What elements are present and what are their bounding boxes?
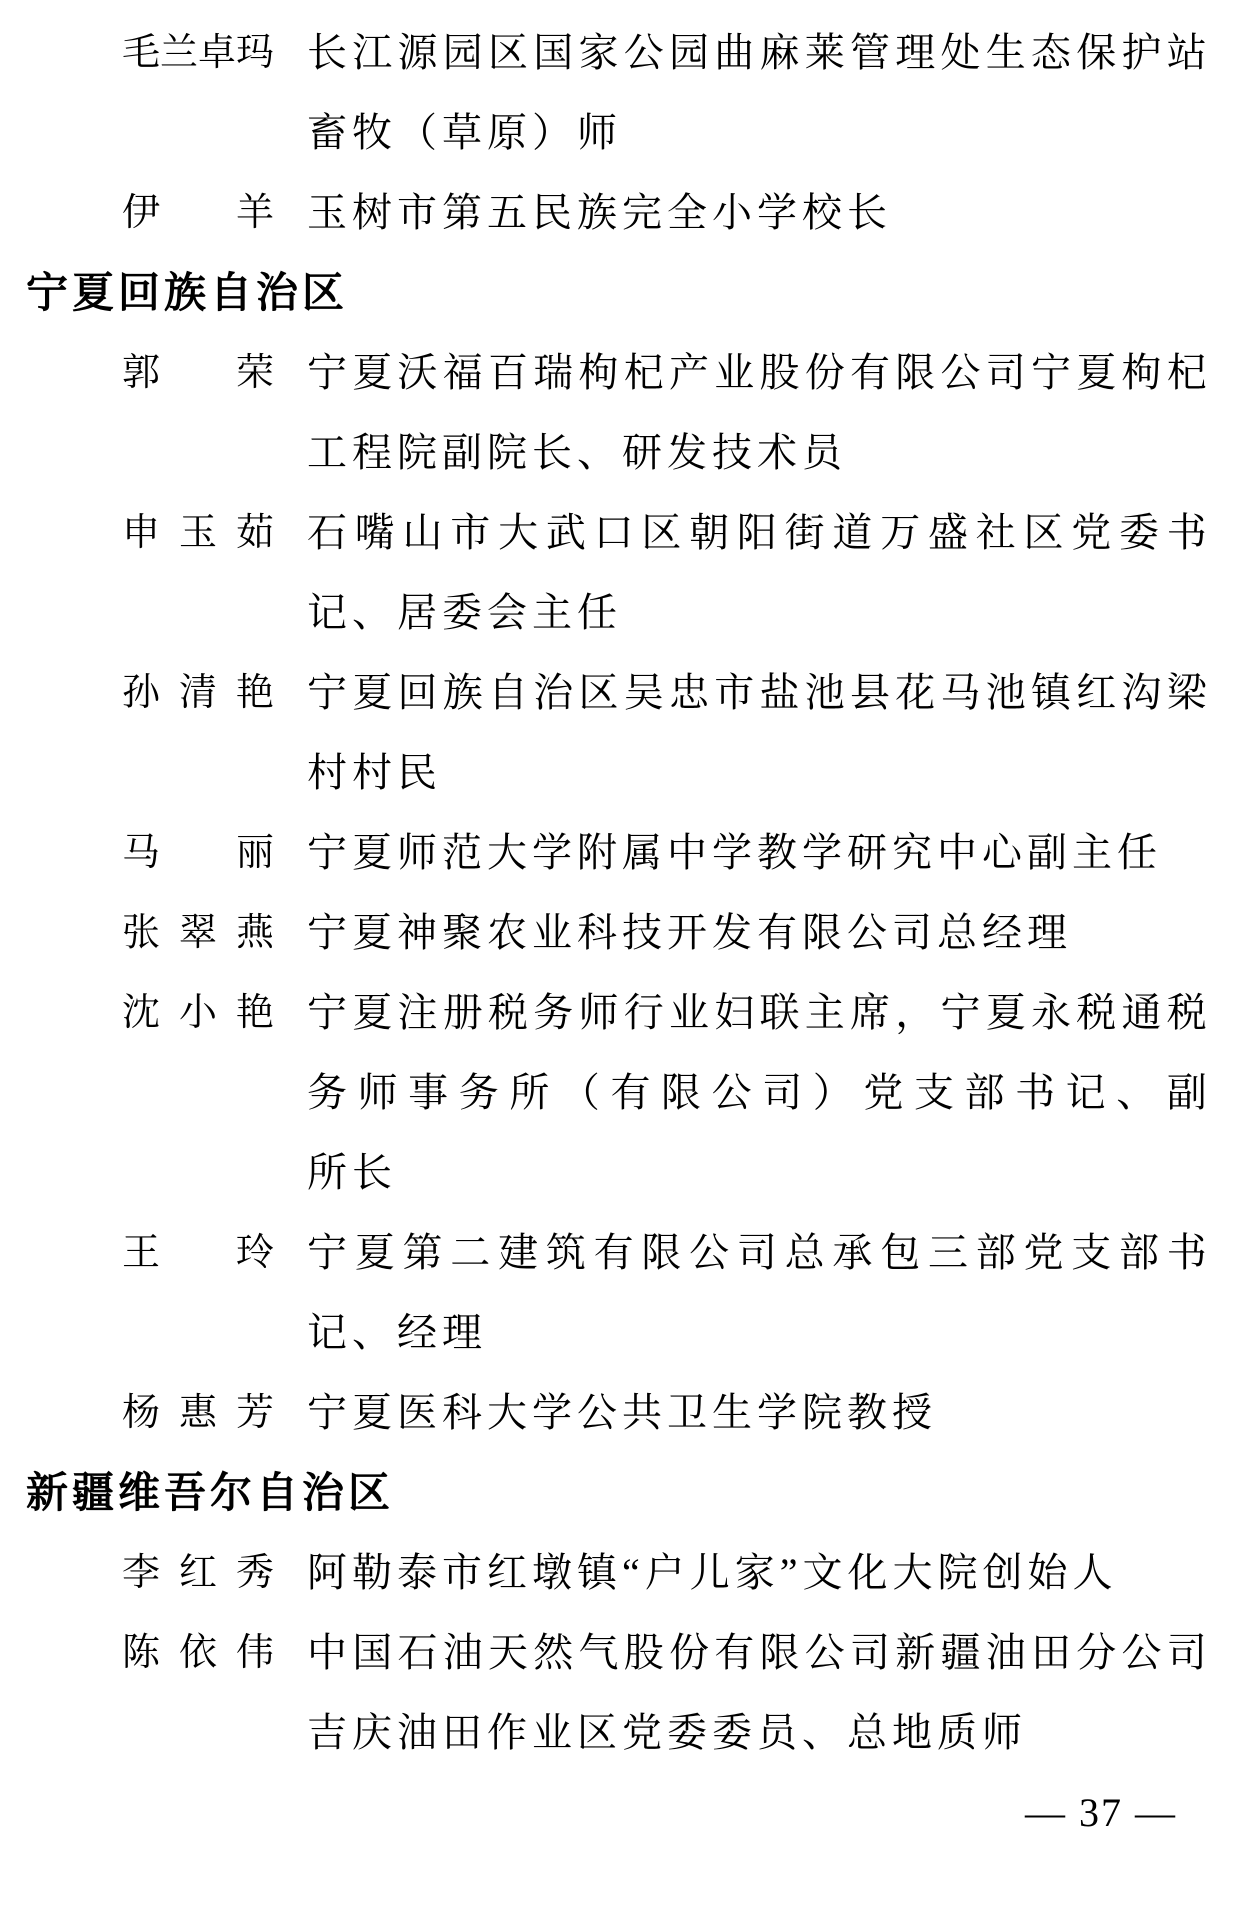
- entry-name: 杨 惠 芳: [122, 1392, 274, 1434]
- entry-description-line: 村村民: [307, 750, 442, 795]
- entry-name: 伊 羊: [122, 192, 274, 234]
- page-number: — 37 —: [1025, 1790, 1177, 1835]
- entry-description-line: 务 师 事 务 所 （ 有 限 公 司 ） 党 支 部 书 记 、 副: [307, 1070, 1207, 1115]
- entry-description-line: 工程院副院长、研发技术员: [307, 430, 847, 475]
- entry-description-line: 宁 夏 沃 福 百 瑞 枸 杞 产 业 股 份 有 限 公 司 宁 夏 枸 杞: [307, 350, 1207, 395]
- entry-description-line: 中 国 石 油 天 然 气 股 份 有 限 公 司 新 疆 油 田 分 公 司: [307, 1630, 1207, 1675]
- entry-row: [0, 813, 1242, 893]
- entry-description-line: 长 江 源 园 区 国 家 公 园 曲 麻 莱 管 理 处 生 态 保 护 站: [307, 30, 1207, 75]
- entry-description: [307, 333, 1207, 493]
- entry-name: 陈 依 伟: [122, 1632, 274, 1674]
- entry-name: 郭 荣: [122, 352, 274, 394]
- entry-name: 孙 清 艳: [122, 672, 274, 714]
- entry-row: [0, 13, 1242, 173]
- entry-row: [0, 1533, 1242, 1613]
- entry-name: 王 玲: [122, 1232, 274, 1274]
- entry-description-line: 阿勒泰市红墩镇“户儿家”文化大院创始人: [307, 1550, 1118, 1595]
- entry-description-line: 吉庆油田作业区党委委员、总地质师: [307, 1710, 1027, 1755]
- entry-description: [307, 1373, 1207, 1453]
- entry-description: [307, 1213, 1207, 1373]
- entry-description: [307, 893, 1207, 973]
- entry-row: [0, 893, 1242, 973]
- entry-row: [0, 173, 1242, 253]
- entry-row: [0, 1213, 1242, 1373]
- entry-description-line: 宁夏师范大学附属中学教学研究中心副主任: [307, 830, 1162, 875]
- entry-description: [307, 973, 1207, 1213]
- entry-name: 李 红 秀: [122, 1552, 274, 1594]
- entry-name: 沈 小 艳: [122, 992, 274, 1034]
- entry-description-line: 畜牧（草原）师: [307, 110, 622, 155]
- entry-description-line: 玉树市第五民族完全小学校长: [307, 190, 892, 235]
- entry-description-line: 宁 夏 第 二 建 筑 有 限 公 司 总 承 包 三 部 党 支 部 书: [307, 1230, 1207, 1275]
- entry-name: 马 丽: [122, 832, 274, 874]
- entry-description-line: 所长: [307, 1150, 397, 1195]
- entry-description-line: 宁 夏 回 族 自 治 区 吴 忠 市 盐 池 县 花 马 池 镇 红 沟 梁: [307, 670, 1207, 715]
- entry-description-line: 宁夏神聚农业科技开发有限公司总经理: [307, 910, 1072, 955]
- entry-description-line: 石 嘴 山 市 大 武 口 区 朝 阳 街 道 万 盛 社 区 党 委 书: [307, 510, 1207, 555]
- entry-description: [307, 173, 1207, 253]
- entry-description-line: 记、经理: [307, 1310, 487, 1355]
- entry-description-line: 宁夏医科大学公共卫生学院教授: [307, 1390, 937, 1435]
- entry-description-line: 宁 夏 注 册 税 务 师 行 业 妇 联 主 席 ， 宁 夏 永 税 通 税: [307, 990, 1207, 1035]
- entry-row: [0, 1613, 1242, 1773]
- section-header: 新疆维吾尔自治区: [26, 1469, 395, 1516]
- entry-name: 张 翠 燕: [122, 912, 274, 954]
- entry-description: [307, 1613, 1207, 1773]
- entry-description: [307, 813, 1207, 893]
- entry-description: [307, 493, 1207, 653]
- entry-name: 毛 兰 卓 玛: [122, 32, 275, 74]
- entry-description-line: 记、居委会主任: [307, 590, 622, 635]
- entry-description: [307, 13, 1207, 173]
- section-header: 宁夏回族自治区: [26, 269, 349, 316]
- entry-name: 申 玉 茹: [122, 512, 274, 554]
- entry-row: [0, 1373, 1242, 1453]
- entry-description: [307, 653, 1207, 813]
- entry-description: [307, 1533, 1207, 1613]
- entry-row: [0, 333, 1242, 493]
- entry-row: [0, 653, 1242, 813]
- entry-row: [0, 973, 1242, 1213]
- entry-row: [0, 493, 1242, 653]
